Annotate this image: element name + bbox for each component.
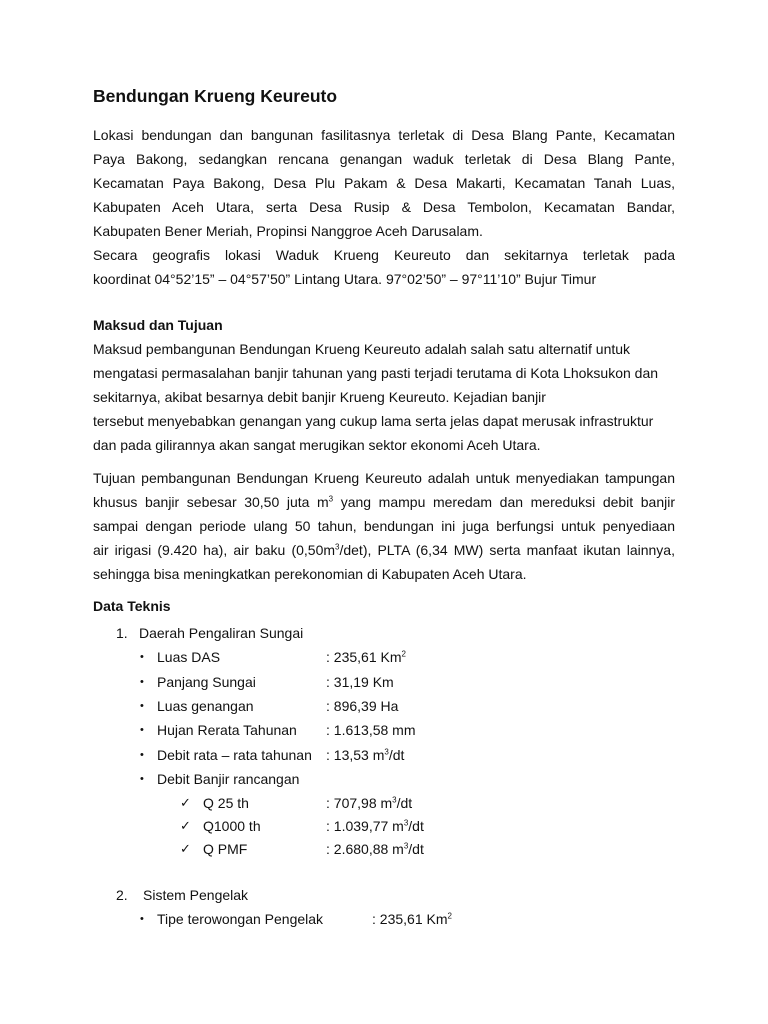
- superscript: 3: [384, 747, 389, 757]
- check-icon: ✓: [180, 818, 191, 833]
- subitem-value: [326, 818, 424, 834]
- item-label: Panjang Sungai: [157, 674, 256, 690]
- subitem-value: [326, 841, 424, 857]
- tujuan-line-3: sampai dengan periode ulang 50 tahun, bendungan ini juga berfungsi untuk penyediaan: [93, 518, 675, 534]
- item-value: : 1.613,58 mm: [326, 722, 416, 738]
- subitem-label: Q 25 th: [203, 795, 249, 811]
- superscript: 3: [403, 818, 409, 828]
- subitem-value: [326, 795, 412, 811]
- item-value: : 31,19 Km: [326, 674, 394, 690]
- lokasi-line-5: Kabupaten Bener Meriah, Propinsi Nanggroe Aceh Darusalam.: [93, 223, 483, 239]
- section-2-title: Sistem Pengelak: [143, 887, 249, 903]
- bullet-icon: •: [140, 724, 144, 736]
- item-label: Luas genangan: [157, 698, 254, 714]
- maksud-line-2: mengatasi permasalahan banjir tahunan yang pasti terjadi terutama di Kota Lhoksukon dan: [93, 365, 659, 381]
- subitem-label: Q PMF: [203, 841, 248, 857]
- maksud-line-4: tersebut menyebabkan genangan yang cukup lama serta jelas dapat merusak infrastruktur: [93, 413, 654, 429]
- tujuan-line-2-rest: yang mampu meredam dan mereduksi debit banjir: [333, 494, 676, 510]
- koordinat-line: koordinat 04°52’15” – 04°57’50” Lintang Utara. 97°02’50” – 97°11’10” Bujur Timur: [93, 271, 597, 287]
- item-label: Hujan Rerata Tahunan: [157, 722, 297, 738]
- check-icon: ✓: [180, 841, 191, 856]
- bullet-icon: •: [140, 651, 144, 663]
- item-value-text: : 13,53 m: [326, 747, 385, 763]
- maksud-line-3: sekitarnya, akibat besarnya debit banjir Krueng Keureuto. Kejadian banjir: [93, 389, 546, 405]
- maksud-line-5: dan pada gilirannya akan sangat merugikan sektor ekonomi Aceh Utara.: [93, 437, 541, 453]
- section-1-title: Daerah Pengaliran Sungai: [139, 625, 304, 641]
- tujuan-line-5: sehingga bisa meningkatkan perekonomian di Kabupaten Aceh Utara.: [93, 566, 527, 582]
- check-icon: ✓: [180, 795, 191, 810]
- item-label: Debit Banjir rancangan: [157, 771, 300, 787]
- tujuan-line-2: [93, 492, 675, 512]
- geografis-line-1: Secara geografis lokasi Waduk Krueng Keureuto dan sekitarnya terletak pada: [93, 247, 675, 263]
- lokasi-line-4: Kabupaten Aceh Utara, serta Desa Rusip & Desa Tembolon, Kecamatan Bandar,: [93, 199, 675, 215]
- section-2-number: 2.: [116, 887, 128, 903]
- tujuan-line-4-text: air irigasi (9.420 ha), air baku (0,50m: [93, 542, 336, 558]
- item-value: [326, 747, 404, 763]
- subitem-value-text: : 2.680,88 m: [326, 841, 404, 857]
- item-label: Luas DAS: [157, 649, 221, 665]
- bullet-icon: •: [140, 749, 144, 761]
- lokasi-line-2: Paya Bakong, sedangkan rencana genangan waduk terletak di Desa Blang Pante,: [93, 151, 675, 167]
- unit-tail: /dt: [408, 841, 424, 857]
- unit-tail: /dt: [396, 795, 413, 811]
- tujuan-line-4: [93, 540, 675, 560]
- superscript: 2: [401, 649, 406, 659]
- subitem-value-text: : 707,98 m: [326, 795, 393, 811]
- maksud-line-1: Maksud pembangunan Bendungan Krueng Keureuto adalah salah satu alternatif untuk: [93, 341, 631, 357]
- superscript: 2: [447, 911, 452, 921]
- tujuan-line-2-text: khusus banjir sebesar 30,50 juta m: [93, 494, 329, 510]
- item-value: : 896,39 Ha: [326, 698, 399, 714]
- superscript: 3: [328, 494, 334, 504]
- item-value-text: : 235,61 Km: [326, 649, 402, 665]
- item-label: Debit rata – rata tahunan: [157, 747, 312, 763]
- tujuan-line-1: Tujuan pembangunan Bendungan Krueng Keureuto adalah untuk menyediakan tampungan: [93, 470, 675, 486]
- superscript: 3: [403, 841, 409, 851]
- superscript: 3: [392, 795, 397, 805]
- data-teknis-heading: Data Teknis: [93, 598, 171, 614]
- item-value-text: : 235,61 Km: [372, 911, 448, 927]
- superscript: 3: [335, 542, 340, 552]
- item-value: [326, 649, 406, 665]
- document-title: Bendungan Krueng Keureuto: [93, 86, 338, 106]
- item-value: [372, 911, 452, 927]
- lokasi-line-3: Kecamatan Paya Bakong, Desa Plu Pakam & Desa Makarti, Kecamatan Tanah Luas,: [93, 175, 675, 191]
- bullet-icon: •: [140, 700, 144, 712]
- unit-tail: /dt: [388, 747, 405, 763]
- tujuan-line-4-rest: /det), PLTA (6,34 MW) serta manfaat ikutan lainnya,: [339, 542, 675, 558]
- section-1-number: 1.: [116, 625, 128, 641]
- subitem-value-text: : 1.039,77 m: [326, 818, 404, 834]
- lokasi-line-1: Lokasi bendungan dan bangunan fasilitasnya terletak di Desa Blang Pante, Kecamatan: [93, 127, 675, 143]
- subitem-label: Q1000 th: [203, 818, 261, 834]
- unit-tail: /dt: [408, 818, 424, 834]
- bullet-icon: •: [140, 773, 144, 785]
- item-label: Tipe terowongan Pengelak: [157, 911, 324, 927]
- bullet-icon: •: [140, 913, 144, 925]
- bullet-icon: •: [140, 676, 144, 688]
- maksud-heading: Maksud dan Tujuan: [93, 317, 223, 333]
